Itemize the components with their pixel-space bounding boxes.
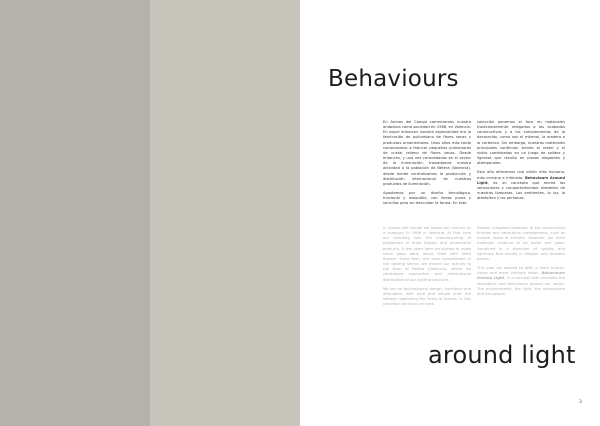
english-paragraph-4: This year we wanted to offer a more human, closer and more intimate vision. Behaviours Around Light, is a concept that recreates the sensations and behaviours around our lamps. The environments, the light, the atmosphere and the people. <box>477 266 565 296</box>
english-column-2 <box>477 226 565 301</box>
decorative-panel-left <box>0 0 150 426</box>
english-paragraph-1: In Anmos del Campo we began our journey as a company in 1986 in Valencia. At that time our specialty was the manufacturing of polyporate of dried flowers and ornamental products. A few years later we started to make small glass table lamps filled with dried flowers. Since then, and once consolidated in the lighting sector, we moved our activity to the town of Betera (Valencia), where we centralised production and international distribution of our lighting products. <box>383 226 471 282</box>
spanish-paragraph-2: Apostamos por un diseño tecnológico, funcional y asequible, con líneas puras y sencillas pero sin descuidar la forma. En este <box>383 191 471 206</box>
spanish-column-1 <box>383 120 471 211</box>
page-number: 3 <box>579 400 582 405</box>
english-paragraph-3: tionally relegated materials to the construction finishes and decorative complements, such as marble, wood or ceramic. However, our main materials continue to be metal and glass, combined in a diversion of solidity and lightness that results in elegant and timeless pieces. <box>477 226 565 261</box>
english-paragraph-2: We bet on technological design, functional and affordable, with pure and simple lines but without neglecting the forms of Anmos. In this collection we focus on tradi- <box>383 286 471 307</box>
english-column-1 <box>383 226 471 311</box>
page-subtitle: around light <box>428 341 576 369</box>
spanish-paragraph-4: Este año ofrecemos una visión más humana, más cercana e intimista. Behaviours Around Light, es un concepto que recrea las sensaciones y comportamientos alrededor de nuestras lámparas. Los ambientes, la luz, la atmósfera y las personas. <box>477 170 565 201</box>
spanish-column-2 <box>477 120 565 205</box>
page-title: Behaviours <box>328 66 459 92</box>
decorative-panel-right <box>150 0 300 426</box>
spanish-paragraph-3: colección ponemos el foco en materiales tradicionalmente relegados a los acabados constructivos y a los complementos de la decoración, como son el mármol, la madera o la cerámica. Sin embargo, nuestros materiales principales continúan siendo el metal y el vidrio combinados en un juego de solidez y ligereza que resulta en piezas elegantes y atemporales. <box>477 120 565 166</box>
spanish-paragraph-1: En Anmos del Campo comenzamos nuestra andadura como sociedad en 1986, en Valencia. En aquel entonces nuestra especialidad era la fabricación de poliuretano de flores secas y productos ornamentales. Unos años más tarde comenzamos a fabricar pequeñas pulmenaras de cristal relleno de flores secas. Desde entonces, y una vez consolidados en el sector de la iluminación, trasladamos nuestra actividad a la población de Betera (Valencia), desde donde centralizamos la producción y distribución internacional de nuestros productos de iluminación. <box>383 120 471 186</box>
